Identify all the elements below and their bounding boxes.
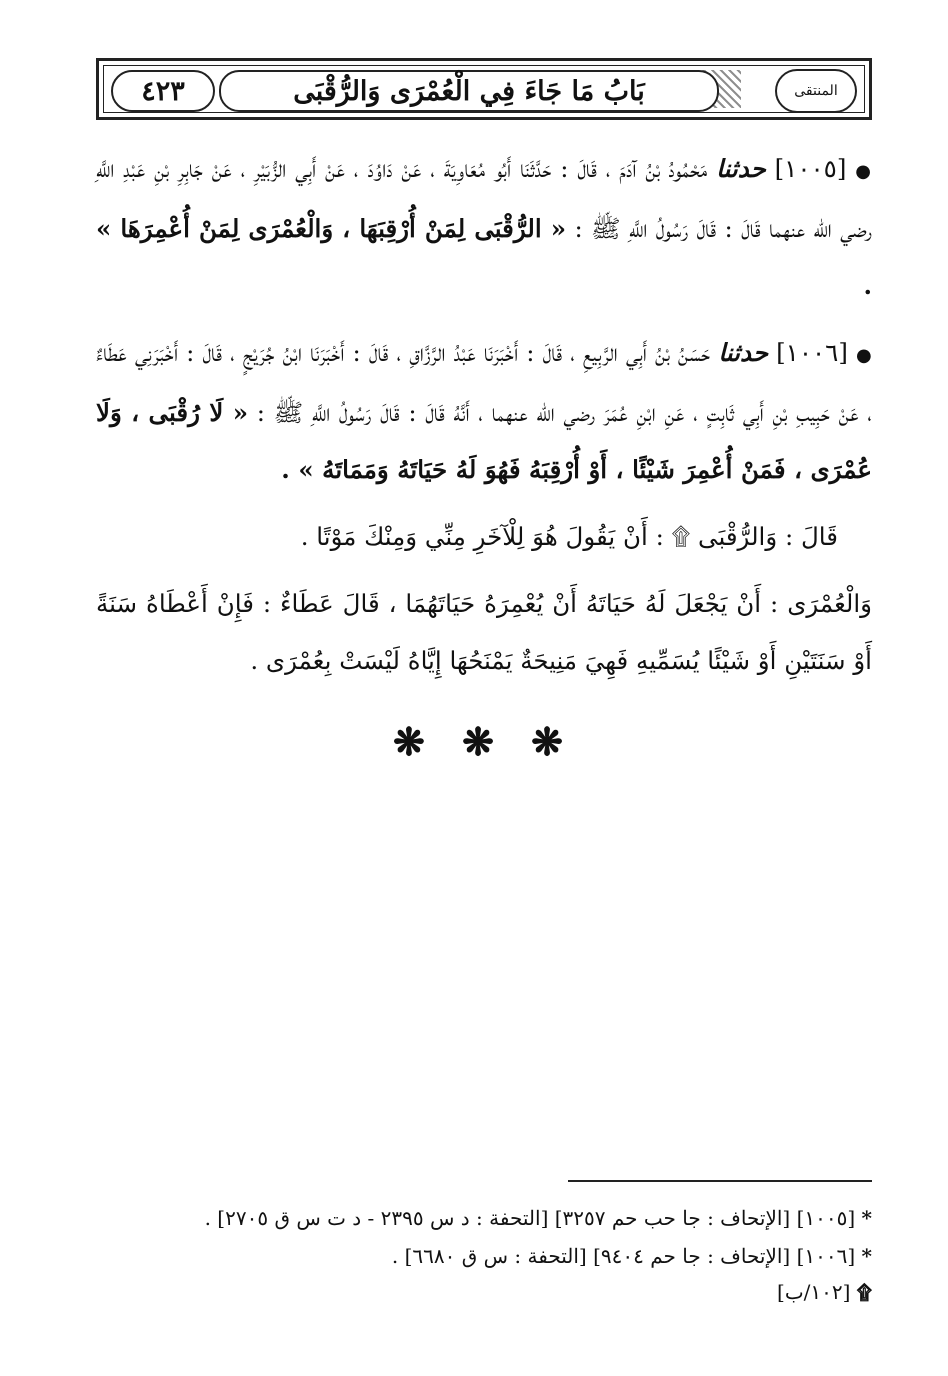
hadith-isnad: مَحْمُودُ بْنُ آدَمَ ، قَالَ : حَدَّثَنَا أَبُو مُعَاوِيَةَ ، عَنْ دَاوُدَ ، عَنْ أَبِي الزُّبَيْرِ ، عَنْ جَابِرِ بْنِ عَبْدِ اللَّهِ رضي الله عنهما قَالَ : قَالَ رَسُولُ اللَّهِ ﷺ :	[96, 154, 872, 243]
hadith-matn: « لَا رُقْبَى ، وَلَا عُمْرَى ، فَمَنْ أُعْمِرَ شَيْئًا ، أَوْ أُرْقِبَهُ فَهُوَ لَهُ حَيَاتَهُ وَمَمَاتَهُ » .	[96, 398, 872, 484]
section-separator: ❋ ❋ ❋	[393, 719, 575, 764]
footnote-mark: *	[861, 1244, 872, 1268]
footnote-mark: *	[861, 1206, 872, 1230]
main-text	[96, 140, 872, 764]
page-header	[96, 58, 872, 120]
footnote-mark: ۩	[856, 1280, 872, 1304]
explanation-ruqba: قَالَ : وَالرُّقْبَى ۩ : أَنْ يَقُولَ هُوَ لِلْآخَرِ مِنِّي وَمِنْكَ مَوْتًا .	[300, 522, 838, 551]
footnote-text: [١٠٠٥] [الإتحاف : جا حب حم ٣٢٥٧] [التحفة : د س ٢٣٩٥ - د ت س ق ٢٧٠٥] .	[204, 1206, 856, 1230]
page-number: ٤٢٣	[111, 70, 215, 112]
footnote-1006	[96, 1242, 872, 1270]
bullet-icon: ●	[855, 345, 872, 366]
bullet-icon: ●	[855, 161, 872, 182]
haddathana-label: حدثنا	[716, 154, 766, 183]
footnote-text: [١٠٠٦] [الإتحاف : جا حم ٩٤٠٤] [التحفة : س ق ٦٦٨٠] .	[391, 1244, 856, 1268]
footnote-1005	[96, 1204, 872, 1232]
haddathana-label: حدثنا	[718, 338, 769, 367]
hadith-isnad: حَسَنُ بْنُ أَبِي الرَّبِيعِ ، قَالَ : أَخْبَرَنَا عَبْدُ الرَّزَّاقِ ، قَالَ : أَخْبَرَنَا ابْنُ جُرَيْجٍ ، قَالَ : أَخْبَرَنِي عَطَاءٌ ، عَنْ حَبِيبِ بْنِ أَبِي ثَابِتٍ ، عَنِ ابْنِ عُمَرَ رضي الله عنهما ، أَنَّهُ قَالَ : قَالَ رَسُولُ اللَّهِ ﷺ :	[96, 338, 872, 427]
explanation-umra: وَالْعُمْرَى : أَنْ يَجْعَلَ لَهُ حَيَاتَهُ أَنْ يُعْمِرَهُ حَيَاتَهُمَا ، قَالَ عَطَاءٌ : فَإِنْ أَعْطَاهُ سَنَةً أَوْ سَنَتَيْنِ أَوْ شَيْئًا يُسَمِّيهِ فَهِيَ مَنِيحَةٌ يَمْنَحُهَا إِيَّاهُ لَيْسَتْ بِعُمْرَى .	[96, 589, 872, 675]
footnote-divider	[568, 1180, 872, 1182]
footnote-manuscript	[96, 1278, 872, 1306]
hadith-matn: « الرُّقْبَى لِمَنْ أُرْقِبَهَا ، وَالْعُمْرَى لِمَنْ أُعْمِرَهَا » .	[96, 214, 872, 300]
hadith-1006	[96, 324, 872, 498]
hadith-ref: [١٠٠٦]	[776, 338, 848, 367]
hadith-ref: [١٠٠٥]	[774, 154, 847, 183]
book-badge-logo: المنتقى	[775, 69, 857, 113]
hadith-1005	[96, 140, 872, 314]
chapter-title: بَابُ مَا جَاءَ فِي الْعُمْرَى وَالرُّقْبَى	[219, 70, 719, 112]
footnote-text: [١٠٢/ب]	[777, 1280, 851, 1304]
